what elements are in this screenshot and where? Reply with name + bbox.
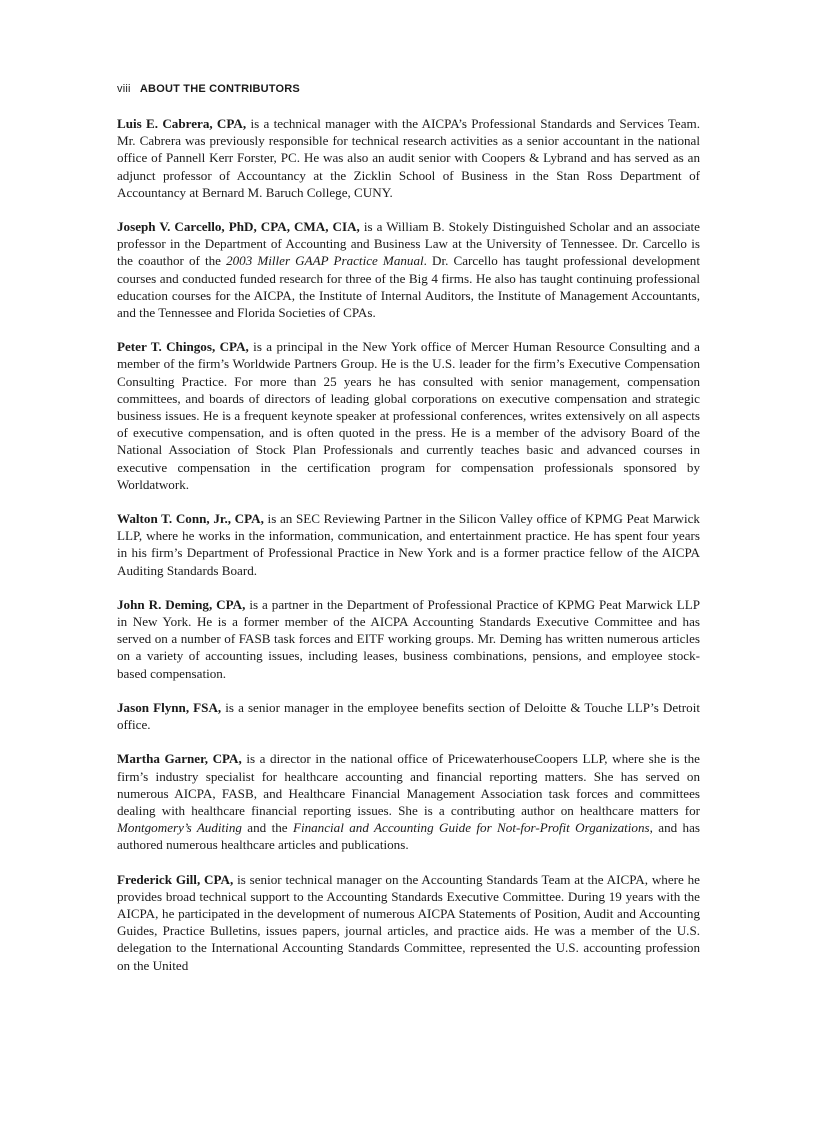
contributor-name: John R. Deming, CPA, <box>117 596 246 612</box>
contributor-bio-conn <box>117 510 700 579</box>
bio-text: is a principal in the New York office of Mercer Human Resource Consulting and a member of the firm’s Worldwide Partners Group. He is the U.S. leader for the firm’s Executive Compensation Consulting Practice. For more than 25 years he has consulted with senior management, compensation committees, and boards of directors of leading global corporations on executive compensation and strategic business issues. He is a frequent keynote speaker at professional conferences, writes extensively on all aspects of executive compensation, and is often quoted in the press. He is a member of the advisory Board of the National Association of Stock Plan Professionals and currently teaches basic and advanced courses in executive compensation in the certification program for compensation professionals sponsored by Worldatwork. <box>117 339 700 492</box>
contributor-bio-cabrera <box>117 115 700 201</box>
contributor-name: Frederick Gill, CPA, <box>117 871 234 887</box>
bio-text: is an SEC Reviewing Partner in the Silicon Valley office of KPMG Peat Marwick LLP, where he works in the information, communication, and entertainment practice. He has spent four years in his firm’s Department of Professional Practice in New York and is a former practice fellow of the AICPA Auditing Standards Board. <box>117 511 700 578</box>
bio-text: is a director in the national office of PricewaterhouseCoopers LLP, where she is the firm’s industry specialist for healthcare accounting and financial reporting matters. She has served on numerous AICPA, FASB, and Healthcare Financial Management Association task forces and committees dealing with healthcare financial reporting issues. She is a contributing author on healthcare matters for <box>117 751 700 818</box>
section-title: ABOUT THE CONTRIBUTORS <box>139 83 300 95</box>
bio-text: is a partner in the Department of Professional Practice of KPMG Peat Marwick LLP in New York. He is a former member of the AICPA Accounting Standards Executive Committee and has served on a number of FASB task forces and EITF working groups. Mr. Deming has written numerous articles on a variety of accounting issues, including leases, business combinations, pensions, and employee stock-based compensation. <box>117 596 700 681</box>
page-number: viii <box>117 83 131 95</box>
bio-text: is senior technical manager on the Accounting Standards Team at the AICPA, where he provides broad technical support to the Accounting Standards Executive Committee. During 19 years with the AICPA, he participated in the development of numerous AICPA Statements of Position, Audit and Accounting Guides, Practice Bulletins, issues papers, journal articles, and practice aids. He was a member of the U.S. delegation to the International Accounting Standards Committee, represented the U.S. accounting profession on the United <box>117 871 700 973</box>
bio-text: . Dr. Carcello has taught professional development courses and conducted funded research for three of the Big 4 firms. He also has taught continuing professional education courses for the AICPA, the Institute of Internal Auditors, the Institute of Management Accountants, and the Tennessee and Florida Societies of CPAs. <box>117 253 700 321</box>
bio-text: , and has authored numerous healthcare articles and publications. <box>117 820 700 853</box>
contributor-name: Jason Flynn, FSA, <box>117 699 222 715</box>
running-head <box>117 80 700 98</box>
bio-text: is a senior manager in the employee benefits section of Deloitte & Touche LLP’s Detroit office. <box>117 699 700 733</box>
book-title: 2003 Miller GAAP Practice Manual <box>226 253 424 269</box>
contributor-bio-flynn <box>117 699 700 733</box>
contributor-bio-garner <box>117 750 700 853</box>
bio-text: is a technical manager with the AICPA’s Professional Standards and Services Team. Mr. Cabrera was previously responsible for technical research activities as a senior accountant in the national office of Pannell Kerr Forster, PC. He was also an audit senior with Coopers & Lybrand and has served as an adjunct professor of Accountancy at the Zicklin School of Business in the Stan Ross Department of Accountancy at Bernard M. Baruch College, CUNY. <box>117 116 701 200</box>
contributor-name: Peter T. Chingos, CPA, <box>117 339 249 355</box>
contributor-bio-carcello <box>117 218 700 321</box>
contributor-bio-deming <box>117 596 700 682</box>
bio-text: is a William B. Stokely Distinguished Scholar and an associate professor in the Department of Accounting and Business Law at the University of Tennessee. Dr. Carcello is the coauthor of the <box>117 219 700 269</box>
book-title: Montgomery’s Auditing <box>117 820 242 836</box>
contributor-name: Martha Garner, CPA, <box>117 751 242 767</box>
contributor-name: Joseph V. Carcello, PhD, CPA, CMA, CIA, <box>117 219 360 235</box>
contributor-bio-gill <box>117 871 700 974</box>
page <box>117 80 700 991</box>
contributor-name: Luis E. Cabrera, CPA, <box>117 116 247 131</box>
bio-text: and the <box>241 820 293 836</box>
contributor-name: Walton T. Conn, Jr., CPA, <box>117 511 264 527</box>
contributor-bio-chingos <box>117 338 700 493</box>
book-title: Financial and Accounting Guide for Not-for-Profit Organizations <box>292 820 650 836</box>
